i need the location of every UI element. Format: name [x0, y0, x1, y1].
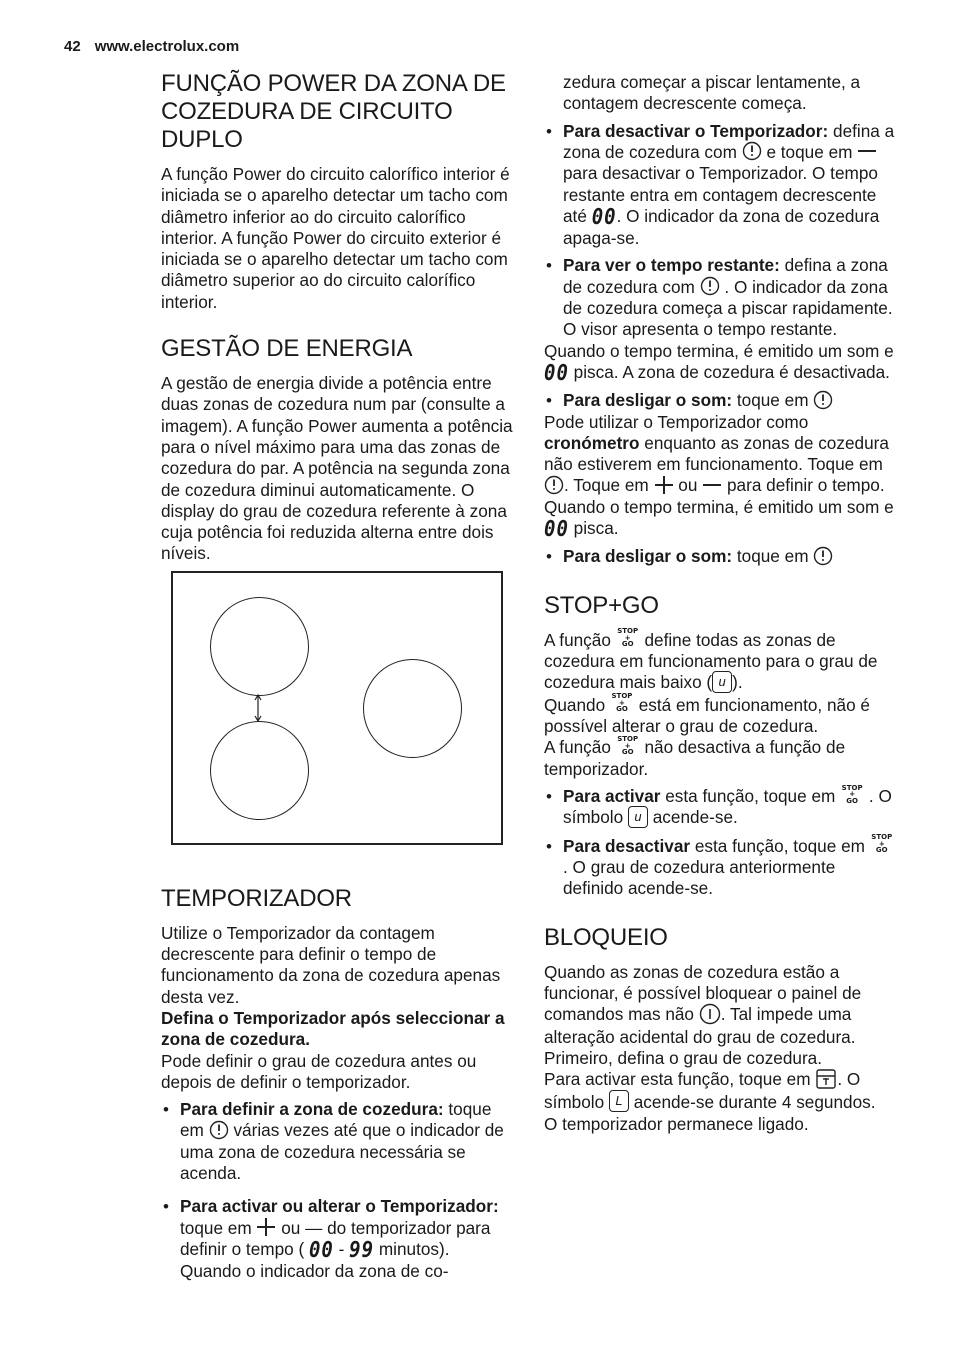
display-00-symbol: 00 [591, 203, 617, 230]
plus-icon [654, 475, 674, 495]
double-arrow-icon [253, 694, 263, 722]
bullet-activate-timer: • Para activar ou alterar o Temporizador: toque em ou — do temporizador para definir o tempo ( 00 - 99 minutos). Quando o indicador da zona de co- [161, 1196, 513, 1282]
stop-go-icon: STOP + GO [611, 692, 633, 714]
timer-note: Pode definir o grau de cozedura antes ou depois de definir o temporizador. [161, 1050, 477, 1092]
display-00-symbol: 00 [544, 516, 569, 542]
section-title-stopgo: STOP+GO [544, 591, 659, 619]
timer-icon [209, 1120, 229, 1140]
website: www.electrolux.com [94, 38, 240, 55]
bullet-remaining-time: • Para ver o tempo restante: defina a zona de cozedura com . O indicador da zona de cozedura começa a piscar rapidamente. O visor apresenta o tempo restante. [544, 255, 896, 340]
section-title-lock: BLOQUEIO [544, 923, 668, 951]
section-title-timer: TEMPORIZADOR [161, 884, 352, 912]
bullet-stopgo-activate: • Para activar esta função, toque em STOP + GO . O símbolo u acende-se. [544, 786, 896, 830]
stop-go-icon: STOP + GO [841, 783, 863, 805]
timer-continued: zedura começar a piscar lentamente, a contagem decrescente começa. [563, 72, 861, 114]
minus-icon [702, 479, 722, 491]
lock-key-icon [815, 1068, 837, 1090]
plus-icon [256, 1217, 276, 1237]
lock-paragraph-2: Para activar esta função, toque em . O símbolo L acende-se durante 4 segundos. [544, 1069, 876, 1112]
section-body-energy: A gestão de energia divide a potência entre duas zonas de cozedura num par (consulte a imagem). A função Power aumenta a potência para o nível máximo para uma das zonas de cozedura do par. A potência na segunda zona de cozedura diminui automaticamente. O display do grau de cozedura referente à zona cuja potência foi reduzida alterna entre dois níveis. [161, 373, 513, 564]
minus-icon [857, 145, 877, 157]
section-body-timer: Utilize o Temporizador da contagem decrescente para definir o tempo de funcionamento da zona de cozedura apenas desta vez. [161, 922, 501, 1007]
lock-paragraph-1: Quando as zonas de cozedura estão a funcionar, é possível bloquear o painel de comandos mas não . Tal impede uma alteração acidental do grau de cozedura. Primeiro, defina o grau de cozedura. [544, 961, 862, 1068]
stopgo-paragraph-2: Quando STOP + GO está em funcionamento, não é possível alterar o grau de cozedura. [544, 692, 870, 737]
power-icon [699, 1003, 721, 1025]
section-title-power-dual: FUNÇÃO POWER DA ZONA DE COZEDURA DE CIRCUITO DUPLO [161, 70, 506, 153]
timer-bullets-continued [544, 121, 896, 341]
lock-paragraph-3: O temporizador permanece ligado. [544, 1114, 809, 1135]
low-level-symbol: u [712, 671, 732, 693]
page-header [64, 38, 253, 55]
cooking-zone-right [363, 659, 462, 758]
section-title-energy: GESTÃO DE ENERGIA [161, 335, 413, 363]
lock-symbol: L [609, 1090, 629, 1112]
page-number: 42 [64, 38, 81, 55]
bullet-set-zone: • Para definir a zona de cozedura: toque em várias vezes até que o indicador de uma zona de cozedura necessária se acenda. [161, 1099, 513, 1184]
section-body-power-dual: A função Power do circuito calorífico interior é iniciada se o aparelho detectar um tacho com diâmetro inferior ao do circuito calorífico interior. A função Power do circuito exterior é iniciada se o aparelho detectar um tacho com diâmetro superior ao do circuito calorífico interior. [161, 164, 510, 312]
timer-icon [544, 475, 564, 495]
low-level-symbol: u [628, 806, 648, 828]
cooking-zones-diagram [171, 571, 503, 845]
chronometer-paragraph: Pode utilizar o Temporizador como cronómetro enquanto as zonas de cozedura não estiverem em funcionamento. Toque em . Toque em ou para definir o tempo. Quando o tempo termina, é emitido um som e 00 pisca. [544, 411, 894, 542]
display-00-symbol: 00 [544, 360, 569, 386]
timer-instruction: Defina o Temporizador após seleccionar a zona de cozedura. [161, 1007, 505, 1050]
display-99-symbol: 99 [349, 1237, 375, 1263]
stop-go-icon: STOP + GO [617, 627, 639, 649]
stopgo-paragraph-1: A função STOP + GO define todas as zonas de cozedura em funcionamento para o grau de cozedura mais baixo ( u ). [544, 627, 878, 693]
timer-icon [813, 546, 833, 566]
right-column [544, 72, 896, 1135]
timer-icon [813, 390, 833, 410]
cooking-zone-top-left [210, 597, 309, 696]
bullet-deactivate-timer: • Para desactivar o Temporizador: defina a zona de cozedura com e toque em para desactivar o Temporizador. O tempo restante entra em contagem decrescente até 00. O indicador da zona de cozedura apaga-se. [544, 121, 896, 250]
stop-go-icon: STOP + GO [617, 735, 639, 757]
display-00-symbol: 00 [308, 1237, 334, 1263]
sound-bullet-list [544, 390, 896, 411]
bullet-stopgo-deactivate: • Para desactivar esta função, toque em STOP + GO. O grau de cozedura anteriormente definido acende-se. [544, 836, 896, 900]
time-end-paragraph: Quando o tempo termina, é emitido um som e 00 pisca. A zona de cozedura é desactivada. [544, 340, 894, 386]
stopgo-bullets [544, 783, 896, 900]
bullet-sound-off-2: • Para desligar o som: toque em [544, 546, 896, 567]
left-column [161, 70, 513, 1283]
timer-icon [700, 276, 720, 296]
timer-bullets [161, 1099, 513, 1282]
stopgo-paragraph-3: A função STOP + GO não desactiva a função de temporizador. [544, 735, 846, 779]
bullet-sound-off: • Para desligar o som: toque em [544, 390, 896, 411]
stop-go-icon: STOP + GO [871, 833, 893, 855]
timer-icon [742, 141, 762, 161]
sound-bullet-list-2 [544, 546, 896, 567]
cooking-zone-bottom-left [210, 721, 309, 820]
